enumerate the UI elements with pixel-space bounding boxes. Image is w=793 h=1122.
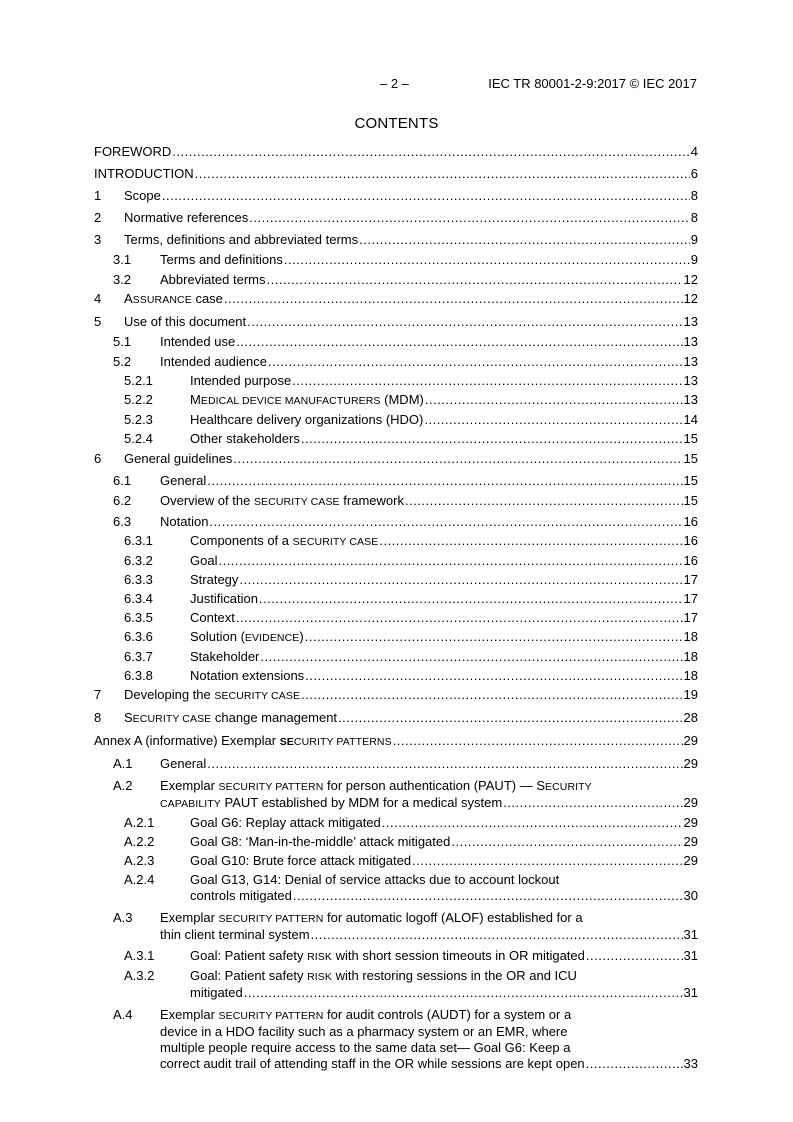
toc-leader-dots: [236, 334, 682, 350]
toc-entry-page: 29: [683, 756, 698, 771]
toc-entry-title: General: [160, 473, 207, 488]
toc-entry-title: Developing the SECURITY CASE: [124, 687, 301, 702]
toc-entry-page: 30: [683, 888, 698, 903]
toc-entry-title: Notation: [160, 514, 209, 529]
toc-entry-page: 4: [690, 144, 698, 159]
toc-leader-dots: [244, 985, 683, 1001]
toc-entry-title: Terms and definitions: [160, 252, 283, 267]
toc-entry-number: 8: [94, 710, 102, 725]
toc-entry-page: 15: [683, 473, 698, 488]
toc-entry-6-3[interactable]: [94, 514, 698, 530]
toc-entry-title: Use of this document: [124, 314, 247, 329]
toc-entry-title-line: Exemplar SECURITY PATTERN for automatic logoff (ALOF) established for a: [160, 910, 583, 925]
toc-entry-title: Solution (EVIDENCE): [190, 629, 304, 644]
toc-entry-6-3-4[interactable]: [94, 591, 698, 607]
toc-entry-title: Goal G8: ‘Man-in-the-middle’ attack mitigated: [190, 834, 451, 849]
toc-leader-dots: [207, 756, 682, 772]
toc-entry-page: 12: [683, 272, 698, 287]
toc-entry-page: 15: [683, 451, 698, 466]
toc-entry-number: A.2.2: [124, 834, 155, 849]
toc-entry-title: General guidelines: [124, 451, 233, 466]
toc-entry-title: Goal: Patient safety RISK with short session timeouts in OR mitigated: [190, 948, 585, 963]
toc-leader-dots: [451, 834, 682, 850]
toc-entry-title: INTRODUCTION: [94, 166, 194, 181]
toc-leader-dots: [195, 166, 690, 182]
toc-entry-title-line: multiple people require access to the same data set— Goal G6: Keep a: [160, 1040, 571, 1055]
toc-leader-dots: [172, 144, 689, 160]
toc-entry-number: 4: [94, 291, 102, 306]
toc-entry-page: 19: [683, 687, 698, 702]
toc-entry-page: 33: [683, 1056, 698, 1071]
toc-entry-page: 31: [683, 948, 698, 963]
toc-entry-title: Annex A (informative) Exemplar SECURITY PATTERNS: [94, 733, 392, 748]
toc-leader-dots: [284, 252, 690, 268]
toc-leader-dots: [586, 1056, 683, 1072]
toc-entry-title: Notation extensions: [190, 668, 305, 683]
toc-leader-dots: [382, 815, 683, 831]
toc-entry-a-3-2[interactable]: [94, 968, 698, 1001]
toc-leader-dots: [247, 314, 682, 330]
toc-leader-dots: [311, 927, 683, 943]
toc-entry-title-line: Goal G13, G14: Denial of service attacks due to account lockout: [190, 872, 560, 887]
toc-leader-dots: [305, 668, 682, 684]
toc-entry-title: Goal: [190, 553, 218, 568]
page-title: CONTENTS: [354, 115, 439, 132]
toc-entry-number: 6.3.5: [124, 610, 153, 625]
toc-entry-number: A.3.1: [124, 948, 155, 963]
page-header: [380, 76, 697, 92]
toc-entry-title-line: correct audit trail of attending staff in the OR while sessions are kept open: [160, 1056, 585, 1071]
toc-entry-number: A.2.3: [124, 853, 155, 868]
toc-entry-6-3-6[interactable]: [94, 629, 698, 646]
toc-leader-dots: [424, 412, 682, 428]
toc-leader-dots: [267, 272, 683, 288]
toc-entry-number: 5.2.1: [124, 373, 153, 388]
toc-entry-title: Goal G6: Replay attack mitigated: [190, 815, 381, 830]
toc-entry-page: 29: [683, 853, 698, 868]
toc-entry-page: 15: [683, 431, 698, 446]
toc-entry-title: Overview of the SECURITY CASE framework: [160, 493, 404, 508]
toc-leader-dots: [503, 795, 682, 811]
toc-entry-number: 6.3.3: [124, 572, 153, 587]
toc-entry-number: 6.1: [113, 473, 132, 488]
toc-leader-dots: [379, 533, 682, 549]
toc-leader-dots: [359, 232, 690, 248]
page-number: – 2 –: [380, 76, 409, 91]
toc-entry-a-3[interactable]: [94, 910, 698, 943]
toc-leader-dots: [233, 451, 682, 467]
toc-entry-6-2[interactable]: [94, 493, 698, 510]
toc-leader-dots: [393, 733, 683, 749]
toc-entry-number: 6.2: [113, 493, 132, 508]
toc-leader-dots: [260, 649, 682, 665]
toc-entry-page: 28: [683, 710, 698, 725]
toc-entry-page: 29: [683, 815, 698, 830]
toc-entry-7[interactable]: [94, 687, 698, 704]
toc-leader-dots: [292, 373, 682, 389]
toc-entry-title: Context: [190, 610, 235, 625]
document-id: IEC TR 80001-2-9:2017 © IEC 2017: [488, 76, 697, 91]
toc-leader-dots: [305, 629, 683, 645]
toc-entry-page: 9: [690, 232, 698, 247]
toc-entry-title: Stakeholder: [190, 649, 260, 664]
toc-entry-foreword[interactable]: [94, 144, 698, 160]
toc-entry-number: 6.3: [113, 514, 132, 529]
toc-entry-page: 18: [683, 629, 698, 644]
toc-entry-number: 6.3.6: [124, 629, 153, 644]
toc-entry-title-line: controls mitigated: [190, 888, 292, 903]
toc-entry-number: 5.2.2: [124, 392, 153, 407]
toc-entry-title: Abbreviated terms: [160, 272, 266, 287]
toc-entry-a-1[interactable]: [94, 756, 698, 772]
toc-entry-number: 6: [94, 451, 102, 466]
toc-entry-number: 5.2.3: [124, 412, 153, 427]
toc-leader-dots: [259, 591, 683, 607]
toc-entry-6-3-1[interactable]: [94, 533, 698, 550]
toc-entry-page: 8: [690, 188, 698, 203]
toc-entry-number: 5: [94, 314, 102, 329]
toc-entry-number: 6.3.7: [124, 649, 153, 664]
toc-entry-page: 14: [683, 412, 698, 427]
toc-entry-number: A.3.2: [124, 968, 155, 983]
toc-entry-6[interactable]: [94, 451, 698, 467]
toc-entry-5[interactable]: [94, 314, 698, 330]
toc-entry-5-2-3[interactable]: [94, 412, 698, 428]
toc-entry-page: 31: [683, 985, 698, 1000]
toc-entry-title: Normative references: [124, 210, 249, 225]
toc-entry-3[interactable]: [94, 232, 698, 248]
toc-entry-title: ASSURANCE case: [124, 291, 223, 306]
toc-entry-number: 3: [94, 232, 102, 247]
toc-entry-3-1[interactable]: [94, 252, 698, 268]
toc-entry-title-line: device in a HDO facility such as a pharmacy system or an EMR, where: [160, 1024, 568, 1039]
toc-entry-title: Scope: [124, 188, 161, 203]
toc-entry-4[interactable]: [94, 291, 698, 308]
toc-entry-page: 16: [683, 533, 698, 548]
toc-leader-dots: [162, 188, 690, 204]
toc-entry-page: 17: [683, 591, 698, 606]
toc-entry-title: MEDICAL DEVICE MANUFACTURERS (MDM): [190, 392, 424, 407]
toc-entry-number: 2: [94, 210, 102, 225]
toc-entry-title-line: CAPABILITY PAUT established by MDM for a medical system: [160, 795, 503, 810]
toc-leader-dots: [586, 948, 683, 964]
toc-entry-number: 5.2: [113, 354, 132, 369]
toc-entry-a-4[interactable]: [94, 1007, 698, 1072]
toc-entry-1[interactable]: [94, 188, 698, 204]
toc-leader-dots: [239, 572, 682, 588]
toc-entry-a-2-4[interactable]: [94, 872, 698, 904]
toc-entry-5-2-1[interactable]: [94, 373, 698, 389]
toc-leader-dots: [224, 291, 683, 307]
toc-entry-page: 12: [683, 291, 698, 306]
toc-entry-a-2-2[interactable]: [94, 834, 698, 850]
toc-entry-number: 1: [94, 188, 102, 203]
toc-entry-8[interactable]: [94, 710, 698, 727]
toc-entry-number: 3.2: [113, 272, 132, 287]
toc-entry-page: 18: [683, 649, 698, 664]
toc-entry-title: Intended use: [160, 334, 236, 349]
toc-entry-page: 13: [683, 373, 698, 388]
toc-entry-title-line: Exemplar SECURITY PATTERN for audit controls (AUDT) for a system or a: [160, 1007, 572, 1022]
toc-leader-dots: [412, 853, 682, 869]
toc-entry-number: A.1: [113, 756, 133, 771]
toc-entry-2[interactable]: [94, 210, 698, 226]
toc-entry-page: 31: [683, 927, 698, 942]
toc-entry-page: 6: [690, 166, 698, 181]
toc-entry-number: 3.1: [113, 252, 132, 267]
toc-entry-title: Intended purpose: [190, 373, 292, 388]
toc-entry-page: 29: [683, 834, 698, 849]
toc-entry-title: Healthcare delivery organizations (HDO): [190, 412, 424, 427]
toc-entry-number: 5.1: [113, 334, 132, 349]
toc-entry-5-1[interactable]: [94, 334, 698, 350]
toc-leader-dots: [207, 473, 682, 489]
toc-entry-title: Strategy: [190, 572, 239, 587]
toc-leader-dots: [301, 687, 682, 703]
toc-entry-number: 6.3.4: [124, 591, 153, 606]
toc-entry-page: 17: [683, 572, 698, 587]
toc-entry-title: General: [160, 756, 207, 771]
toc-entry-page: 13: [683, 314, 698, 329]
toc-entry-a-2-1[interactable]: [94, 815, 698, 831]
toc-entry-page: 13: [683, 392, 698, 407]
toc-entry-6-1[interactable]: [94, 473, 698, 489]
toc-entry-number: 6.3.2: [124, 553, 153, 568]
toc-entry-6-3-7[interactable]: [94, 649, 698, 665]
toc-entry-number: 6.3.1: [124, 533, 153, 548]
toc-entry-title: FOREWORD: [94, 144, 172, 159]
toc-entry-5-2[interactable]: [94, 354, 698, 370]
toc-entry-3-2[interactable]: [94, 272, 698, 288]
toc-entry-page: 15: [683, 493, 698, 508]
toc-leader-dots: [301, 431, 683, 447]
toc-entry-page: 8: [690, 210, 698, 225]
toc-leader-dots: [425, 392, 683, 408]
toc-entry-6-3-2[interactable]: [94, 553, 698, 569]
table-of-contents: [94, 144, 698, 1072]
toc-leader-dots: [293, 888, 683, 904]
toc-entry-title-line: mitigated: [190, 985, 243, 1000]
toc-leader-dots: [236, 610, 683, 626]
toc-entry-a-3-1[interactable]: [94, 948, 698, 965]
toc-entry-title: Components of a SECURITY CASE: [190, 533, 379, 548]
toc-entry-number: A.4: [113, 1007, 133, 1022]
toc-entry-title: Terms, definitions and abbreviated terms: [124, 232, 359, 247]
toc-entry-number: A.2.1: [124, 815, 155, 830]
toc-entry-page: 29: [683, 795, 698, 810]
toc-leader-dots: [249, 210, 689, 226]
toc-entry-title-line: Exemplar SECURITY PATTERN for person authentication (PAUT) — SECURITY: [160, 778, 592, 793]
toc-leader-dots: [338, 710, 682, 726]
toc-leader-dots: [268, 354, 683, 370]
toc-entry-title: Goal G10: Brute force attack mitigated: [190, 853, 412, 868]
toc-entry-page: 9: [690, 252, 698, 267]
toc-entry-title: Other stakeholders: [190, 431, 300, 446]
toc-entry-6-3-3[interactable]: [94, 572, 698, 588]
toc-entry-page: 16: [683, 514, 698, 529]
toc-entry-a-2-3[interactable]: [94, 853, 698, 869]
toc-entry-page: 16: [683, 553, 698, 568]
toc-entry-page: 29: [683, 733, 698, 748]
toc-entry-introduction[interactable]: [94, 166, 698, 182]
toc-entry-6-3-5[interactable]: [94, 610, 698, 626]
toc-entry-a-2[interactable]: [94, 778, 698, 812]
toc-leader-dots: [209, 514, 682, 530]
toc-entry-page: 17: [683, 610, 698, 625]
toc-entry-annex-a[interactable]: [94, 733, 698, 750]
toc-entry-number: A.3: [113, 910, 133, 925]
toc-entry-number: A.2: [113, 778, 133, 793]
toc-entry-page: 13: [683, 354, 698, 369]
toc-leader-dots: [405, 493, 683, 509]
toc-entry-title: Intended audience: [160, 354, 267, 369]
toc-entry-page: 13: [683, 334, 698, 349]
toc-entry-number: 6.3.8: [124, 668, 153, 683]
toc-entry-title: SECURITY CASE change management: [124, 710, 338, 725]
toc-entry-title-line: thin client terminal system: [160, 927, 310, 942]
toc-leader-dots: [218, 553, 682, 569]
toc-entry-5-2-2[interactable]: [94, 392, 698, 409]
toc-entry-number: A.2.4: [124, 872, 155, 887]
toc-entry-5-2-4[interactable]: [94, 431, 698, 447]
toc-entry-title: Justification: [190, 591, 258, 606]
toc-entry-number: 7: [94, 687, 102, 702]
toc-entry-page: 18: [683, 668, 698, 683]
toc-entry-number: 5.2.4: [124, 431, 153, 446]
toc-entry-6-3-8[interactable]: [94, 668, 698, 684]
toc-entry-title-line: Goal: Patient safety RISK with restoring sessions in the OR and ICU: [190, 968, 577, 983]
